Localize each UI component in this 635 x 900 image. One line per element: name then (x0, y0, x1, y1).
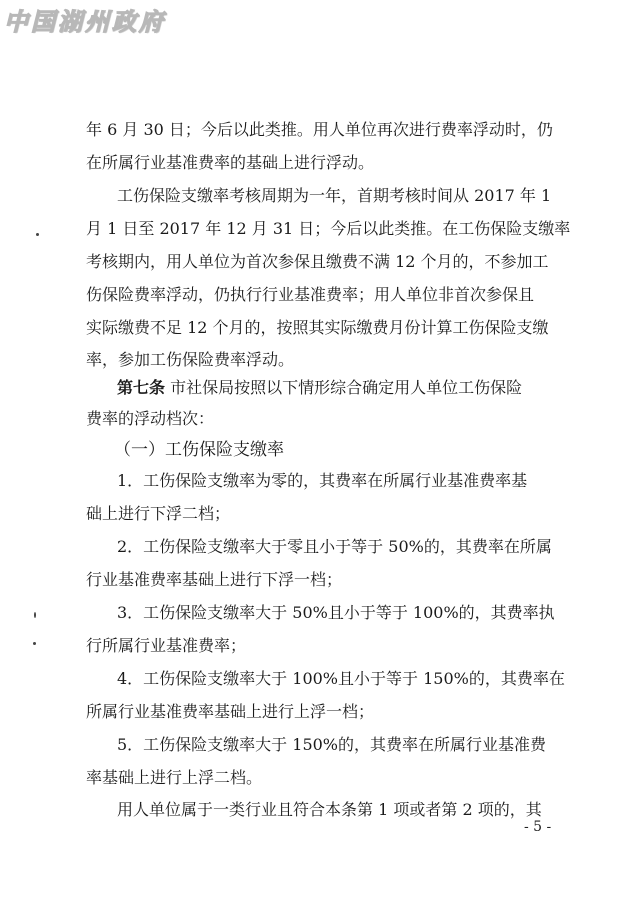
article-seven-text: 市社保局按照以下情形综合确定用人单位工伤保险 (165, 378, 523, 397)
list-item-continuation: 行所属行业基准费率； (86, 636, 247, 655)
body-line: 实际缴费不足 12 个月的，按照其实际缴费月份计算工伤保险支缴 (86, 318, 549, 337)
body-line: 年 6 月 30 日；今后以此类推。用人单位再次进行费率浮动时，仍 (86, 120, 553, 139)
scan-speck (34, 612, 36, 618)
article-seven-line (117, 378, 522, 398)
body-line: 伤保险费率浮动，仍执行行业基准费率；用人单位非首次参保且 (86, 285, 535, 304)
list-item-continuation: 率基础上进行上浮二档。 (86, 768, 263, 787)
body-line: 月 1 日至 2017 年 12 月 31 日；今后以此类推。在工伤保险支缴率 (86, 219, 571, 238)
scan-speck (36, 233, 39, 236)
list-item: 4．工伤保险支缴率大于 100%且小于等于 150%的，其费率在 (117, 669, 565, 688)
scan-speck (33, 642, 36, 645)
body-line: 在所属行业基准费率的基础上进行浮动。 (86, 153, 375, 172)
body-line: 费率的浮动档次： (86, 409, 215, 428)
list-item-continuation: 础上进行下浮二档； (86, 504, 231, 523)
body-line: 工伤保险支缴率考核周期为一年，首期考核时间从 2017 年 1 (117, 186, 552, 205)
list-item-continuation: 行业基准费率基础上进行下浮一档； (86, 570, 343, 589)
page-number: - 5 - (524, 819, 552, 835)
list-item: 3．工伤保险支缴率大于 50%且小于等于 100%的，其费率执 (117, 603, 555, 622)
article-seven-label: 第七条 (117, 378, 166, 397)
section-heading: （一）工伤保险支缴率 (114, 440, 284, 460)
list-item: 2．工伤保险支缴率大于零且小于等于 50%的，其费率在所属 (117, 537, 552, 556)
body-line: 考核期内，用人单位为首次参保且缴费不满 12 个月的，不参加工 (86, 252, 549, 271)
list-item: 1．工伤保险支缴率为零的，其费率在所属行业基准费率基 (117, 471, 528, 490)
watermark-logo-text: 中国湖州政府 (4, 7, 166, 36)
body-line: 用人单位属于一类行业且符合本条第 1 项或者第 2 项的，其 (117, 800, 542, 819)
list-item-continuation: 所属行业基准费率基础上进行上浮一档； (86, 702, 375, 721)
body-line: 率，参加工伤保险费率浮动。 (86, 350, 295, 369)
list-item: 5．工伤保险支缴率大于 150%的，其费率在所属行业基准费 (117, 735, 547, 754)
